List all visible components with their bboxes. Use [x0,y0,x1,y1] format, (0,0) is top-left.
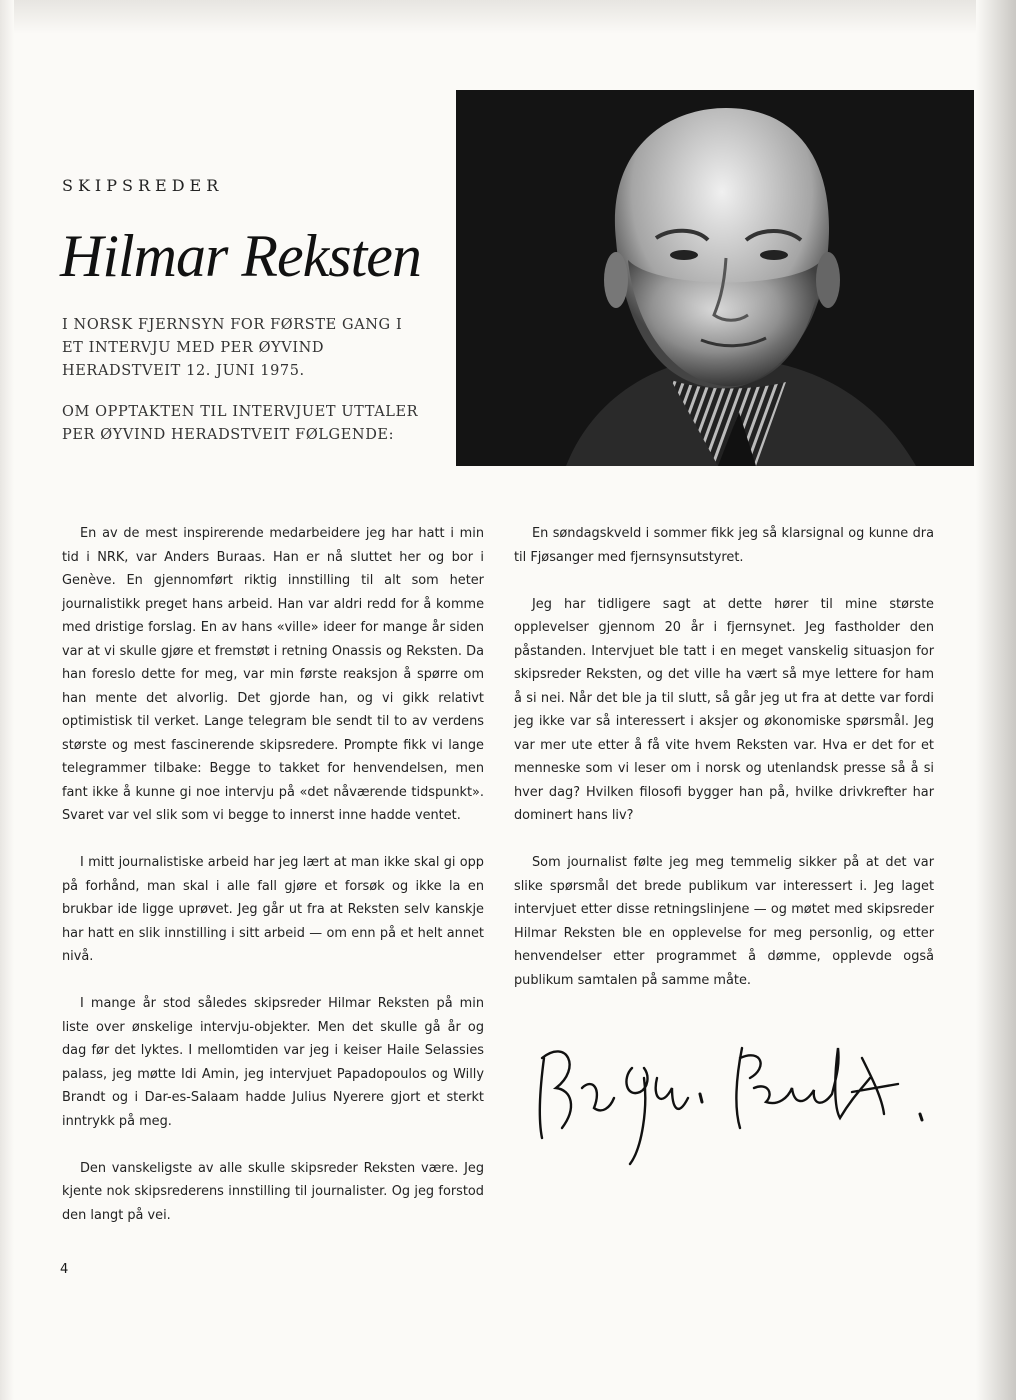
handwritten-signature [522,1018,942,1168]
page-number: 4 [60,1262,69,1277]
article-kicker: SKIPSREDER [62,176,224,195]
article-title: Hilmar Reksten [60,223,421,289]
signature-icon [522,1018,942,1168]
body-column-right [514,522,934,1016]
body-column-left [62,522,484,1251]
body-paragraph: En søndagskveld i sommer fikk jeg så klarsignal og kunne dra til Fjøsanger med fjernsynsutstyret. [514,526,934,565]
body-paragraph: Den vanskeligste av alle skulle skipsreder Reksten være. Jeg kjente nok skipsrederens innstilling til journalister. Og jeg forstod den langt på vei. [62,1160,484,1223]
article-intro-1: I NORSK FJERNSYN FOR FØRSTE GANG I ET INTERVJU MED PER ØYVIND HERADSTVEIT 12. JUNI 1975. [62,317,403,379]
body-paragraph: I mange år stod således skipsreder Hilmar Reksten på min liste over ønskelige intervju-objekter. Men det skulle gå år og dag før det lyktes. I mellomtiden var jeg i keiser Haile Selassies palass, jeg møtte Idi Amin, jeg intervjuet Papadopoulos og Willy Brandt og i Dar-es-Salaam hadde Julius Nyerere gjort et sterkt inntrykk på meg. [62,996,484,1129]
body-paragraph: En av de mest inspirerende medarbeidere jeg har hatt i min tid i NRK, var Anders Buraas. Han er nå sluttet her og bor i Genève. En gjennomført riktig innstilling til alt som heter journalistikk preget hans arbeid. Han var aldri redd for å komme med dristige forslag. En av hans «ville» ideer for mange år siden var at vi skulle gjøre et fremstøt i retning Onassis og Reksten. Da han foreslo dette for meg, var min første reaksjon å spørre om han mente det alvorlig. Det gjorde han, og vi gikk relativt optimistisk til verket. Lange telegram ble sendt til to av verdens største og mest fascinerende skipsredere. Prompte fikk vi lange telegrammer tilbake: Begge to takket for henvendelsen, men fant ikke å kunne gi noe intervju på «det nåværende tidspunkt». Svaret var vel slik som vi begge to innerst inne hadde ventet. [62,526,484,823]
portrait-illustration [456,90,974,466]
page-binding-shadow [976,0,1016,1400]
body-paragraph: Jeg har tidligere sagt at dette hører til mine største opplevelser gjennom 20 år i fjernsynet. Jeg fastholder den påstanden. Intervjuet ble tatt i en meget vanskelig situasjon for skipsreder Reksten, og det ville ha vært så mye lettere for ham å si nei. Når det ble ja til slutt, så går jeg ut fra at dette var fordi jeg ikke var så interessert i aksjer og økonomiske spørsmål. Jeg var mer ute etter å få vite hvem Reksten var. Hva er det for et menneske som vi leser om i norsk og utenlandsk presse så å si hver dag? Hvilken filosofi bygger han på, hvilke drivkrefter har dominert hans liv? [514,596,934,823]
article-intro-2: OM OPPTAKTEN TIL INTERVJUET UTTALER PER ØYVIND HERADSTVEIT FØLGENDE: [62,404,419,443]
portrait-photo [456,90,974,466]
page-shadow-top [0,0,1016,34]
page-shadow-left [0,0,14,1400]
body-paragraph: Som journalist følte jeg meg temmelig sikker på at det var slike spørsmål det brede publikum var interessert i. Jeg laget intervjuet etter disse retningslinjene — og møtet med skipsreder Hilmar Reksten ble en opplevelse for meg personlig, og etter henvendelser etter programmet å dømme, opplevde også publikum samtalen på samme måte. [514,855,934,988]
body-paragraph: I mitt journalistiske arbeid har jeg lært at man ikke skal gi opp på forhånd, man skal i alle fall gjøre et forsøk og ikke la en brukbar ide ligge uprøvet. Jeg går ut fra at Reksten selv kanskje har hatt en slik innstilling i sitt arbeid — om enn på et helt annet nivå. [62,855,484,964]
